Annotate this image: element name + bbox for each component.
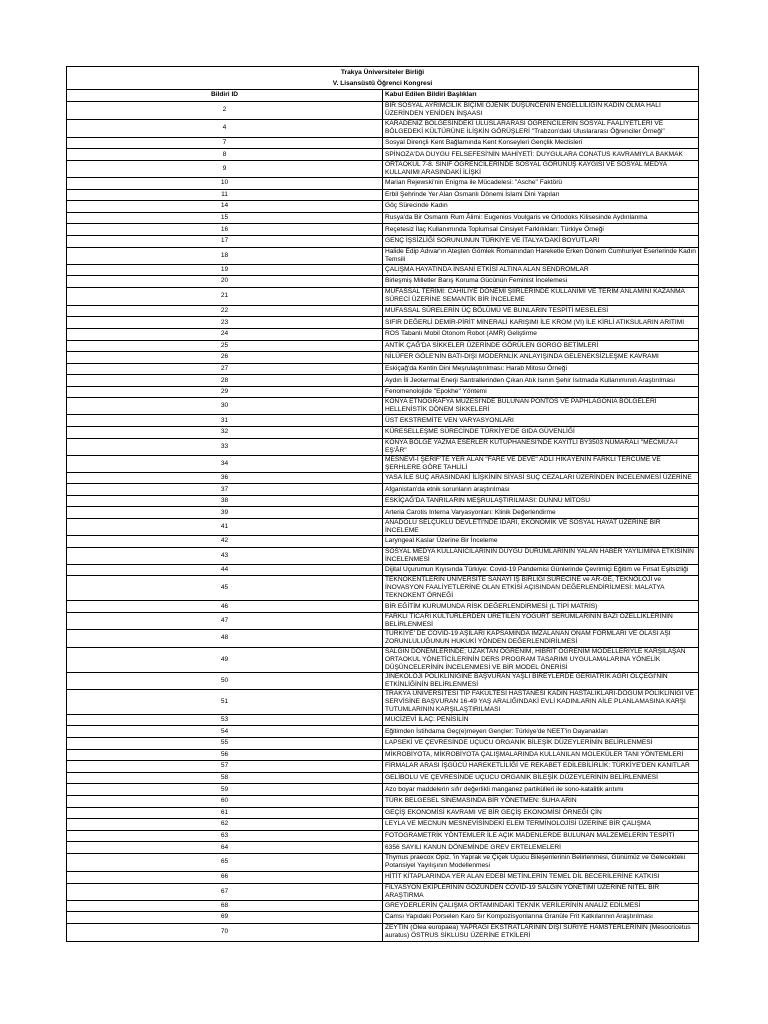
paper-title-cell: Reçetesiz İlaç Kullanımında Toplumsal Cinsiyet Farklılıkları: Türkiye Örneği xyxy=(383,224,699,236)
table-row xyxy=(67,912,699,924)
table-row xyxy=(67,871,699,883)
paper-id-cell: 33 xyxy=(67,438,383,455)
paper-title-cell: FİLYASYON EKİPLERİNİN GÖZÜNDEN COVİD-19 SALGIN YÖNETİMİ ÜZERİNE NİTEL BİR ARAŞTIRMA xyxy=(383,883,699,900)
paper-id-cell: 18 xyxy=(67,247,383,264)
table-row xyxy=(67,160,699,177)
table-row xyxy=(67,795,699,807)
table-row xyxy=(67,177,699,189)
accepted-papers-table xyxy=(66,66,699,942)
table-row xyxy=(67,415,699,427)
paper-id-cell: 41 xyxy=(67,519,383,536)
paper-title-cell: ÜST EKSTREMİTE VEN VARYASYONLARI xyxy=(383,415,699,427)
table-row xyxy=(67,287,699,305)
paper-id-cell: 27 xyxy=(67,363,383,375)
table-row xyxy=(67,601,699,613)
table-row xyxy=(67,629,699,647)
paper-title-cell: TEKNOKENTLERİN ÜNİVERSİTE SANAYİ İŞ BİRLİĞİ SÜRECİNE ve AR-GE, TEKNOLOJİ ve İNOVASYON FAALİYETLERİNE OLAN ETKİSİ AÇISINDAN DEĞERLENDİRİLMESİ: MALATYA TEKNOKENT ÖRNEĞİ xyxy=(383,576,699,601)
paper-id-cell: 57 xyxy=(67,761,383,773)
table-row xyxy=(67,576,699,601)
paper-id-cell: 9 xyxy=(67,160,383,177)
table-row xyxy=(67,714,699,726)
paper-title-cell: MESNEVÎ-İ ŞERÎF'TE YER ALAN "FARE VE DEVE" ADLI HİKÂYENİN FARKLI TERCÜME VE ŞERHLERE GÖRE TAHLİLİ xyxy=(383,455,699,472)
paper-id-cell: 63 xyxy=(67,830,383,842)
table-row xyxy=(67,772,699,784)
paper-id-cell: 56 xyxy=(67,749,383,761)
paper-id-cell: 44 xyxy=(67,564,383,576)
paper-title-cell: Thymus praecox Opiz. 'in Yaprak ve Çiçek Uçucu Bileşenlerinin Belirlenmesi, Günümüz ve Gelecekteki Potansiyel Yayılışının Modellenmesi xyxy=(383,853,699,871)
table-row xyxy=(67,612,699,629)
table-row xyxy=(67,519,699,536)
table-row xyxy=(67,398,699,415)
paper-id-cell: 7 xyxy=(67,137,383,149)
table-row xyxy=(67,317,699,329)
table-row xyxy=(67,149,699,161)
paper-title-cell: SIFIR DEĞERLİ DEMİR-PİRİT MİNERALİ KARIŞIMI İLE KROM (VI) İLE KİRLİ ATIKSULARIN ARITIMI xyxy=(383,317,699,329)
paper-id-cell: 46 xyxy=(67,601,383,613)
paper-id-cell: 47 xyxy=(67,612,383,629)
paper-title-cell: GREYDERLERİN ÇALIŞMA ORTAMINDAKİ TEKNİK VERİLERİNİN ANALİZ EDİLMESİ xyxy=(383,900,699,912)
table-row xyxy=(67,923,699,941)
paper-title-cell: ÇALIŞMA HAYATINDA İNSANİ ETKİSİ ALTINA ALAN SENDROMLAR xyxy=(383,264,699,276)
paper-id-cell: 2 xyxy=(67,101,383,119)
paper-title-cell: FOTOGRAMETRİK YÖNTEMLER İLE AÇIK MADENLERDE BULUNAN MALZEMELERİN TESPİTİ xyxy=(383,830,699,842)
table-row xyxy=(67,507,699,519)
table-row xyxy=(67,647,699,672)
paper-title-cell: Göç Sürecinde Kadın xyxy=(383,201,699,213)
table-row xyxy=(67,830,699,842)
table-row xyxy=(67,119,699,137)
table-row xyxy=(67,427,699,439)
header-congress-cell xyxy=(67,78,699,90)
paper-title-cell: Laryngeal Kaslar Üzerine Bir İnceleme xyxy=(383,536,699,548)
table-row xyxy=(67,247,699,264)
paper-title-cell: GEÇİŞ EKONOMİSİ KAVRAMI VE BİR GEÇİŞ EKONOMİSİ ÖRNEĞİ ÇİN xyxy=(383,807,699,819)
table-row xyxy=(67,224,699,236)
paper-title-cell: MİKROBİYOTA, MİKROBİYOTA ÇALIŞMALARINDA KULLANILAN MOLEKÜLER TANI YÖNTEMLERİ xyxy=(383,749,699,761)
paper-title-cell: LEYLA VE MECNUN MESNEVİSİNDEKİ ELEM TERMİNOLOJİSİ ÜZERİNE BİR ÇALIŞMA xyxy=(383,819,699,831)
paper-title-cell: SPİNOZA'DA DUYGU FELSEFESİ'NİN MAHİYETİ: DUYGULARA CONATUS KAVRAMIYLA BAKMAK xyxy=(383,149,699,161)
paper-title-cell: KARADENİZ BÖLGESİNDEKİ ULUSLARARASI ÖĞRENCİLERİN SOSYAL FAALİYETLERİ VE BÖLGEDEKİ KÜLTÜRÜNE İLİŞKİN GÖRÜŞLERİ "Trabzon'daki Uluslararası Öğrenciler Örneği" xyxy=(383,119,699,137)
paper-id-cell: 11 xyxy=(67,189,383,201)
paper-title-cell: Halide Edip Adıvar'ın Ateşten Gömlek Romanından Hareketle Erken Dönem Cumhuriyet Eserlerinde Kadın Temsili xyxy=(383,247,699,264)
paper-title-cell: LAPSEKİ VE ÇEVRESİNDE UÇUCU ORGANİK BİLEŞİK DÜZEYLERİNİN BELİRLENMESİ xyxy=(383,738,699,750)
paper-id-cell: 37 xyxy=(67,484,383,496)
paper-id-cell: 32 xyxy=(67,427,383,439)
paper-id-cell: 49 xyxy=(67,647,383,672)
table-row xyxy=(67,842,699,854)
paper-id-cell: 67 xyxy=(67,883,383,900)
table-row xyxy=(67,807,699,819)
paper-id-cell: 30 xyxy=(67,398,383,415)
paper-id-cell: 26 xyxy=(67,352,383,364)
paper-title-cell: FİRMALAR ARASI İŞGÜCÜ HAREKETLİLİĞİ VE REKABET EDİLEBİLİRLİK: TÜRKİYE'DEN KANITLAR xyxy=(383,761,699,773)
paper-title-cell: KÜRESELLEŞME SÜRECİNDE TÜRKİYE'DE GIDA GÜVENLİĞİ xyxy=(383,427,699,439)
paper-id-cell: 21 xyxy=(67,287,383,305)
table-row xyxy=(67,101,699,119)
paper-id-cell: 14 xyxy=(67,201,383,213)
table-row xyxy=(67,749,699,761)
paper-title-cell: Fenomenolojide "Epokhe" Yöntemi xyxy=(383,386,699,398)
paper-id-cell: 61 xyxy=(67,807,383,819)
table-row xyxy=(67,212,699,224)
paper-id-cell: 4 xyxy=(67,119,383,137)
paper-title-cell: KONYA ETNOGRAFYA MÜZESİ'NDE BULUNAN PONTOS VE PAPHLAGONIA BÖLGELERİ HELLENİSTİK DÖNEM SİKKELERİ xyxy=(383,398,699,415)
paper-title-cell: Eskiçağ'da Kentin Dini Meşrulaştırılması: Harab Mitosu Örneği xyxy=(383,363,699,375)
table-row xyxy=(67,352,699,364)
paper-id-cell: 10 xyxy=(67,177,383,189)
paper-id-cell: 51 xyxy=(67,689,383,714)
table-row xyxy=(67,726,699,738)
column-header-title: Kabul Edilen Bildiri Başlıkları xyxy=(383,90,699,102)
table-row xyxy=(67,328,699,340)
paper-id-cell: 53 xyxy=(67,714,383,726)
paper-title-cell: ROS Tabanlı Mobil Otonom Robot (AMR) Geliştirme xyxy=(383,328,699,340)
paper-title-cell: Rusya'da Bir Osmanlı Rum Âlimi: Eugenios Voulgaris ve Ortodoks Kilisesinde Aydınlanma xyxy=(383,212,699,224)
paper-title-cell: ANTİK ÇAĞ'DA SİKKELER ÜZERİNDE GÖRÜLEN GORGO BETİMLERİ xyxy=(383,340,699,352)
paper-id-cell: 62 xyxy=(67,819,383,831)
paper-title-cell: KONYA BÖLGE YAZMA ESERLER KÜTÜPHANESİ'NDE KAYITLI BY3503 NUMARALI "MECMÛ'A-İ EŞ'ÂR" xyxy=(383,438,699,455)
paper-title-cell: NİLÜFER GÖLE'NİN BATI-DIŞI MODERNLİK ANLAYIŞINDA GELENEKSİZLEŞME KAVRAMI xyxy=(383,352,699,364)
table-row xyxy=(67,484,699,496)
paper-id-cell: 43 xyxy=(67,547,383,564)
paper-title-cell: ORTAOKUL 7-8. SINIF ÖĞRENCİLERİNDE SOSYAL GÖRÜNÜŞ KAYGISI VE SOSYAL MEDYA KULLANIMI ARASINDAKİ İLİŞKİ xyxy=(383,160,699,177)
paper-title-cell: ESKİÇAĞ'DA TANRILARIN MEŞRULAŞTIRILMASI: DUNNU MİTOSU xyxy=(383,495,699,507)
column-header-id: Bildiri ID xyxy=(67,90,383,102)
paper-id-cell: 42 xyxy=(67,536,383,548)
header-congress: V. Lisansüstü Öğrenci Kongresi xyxy=(332,79,433,87)
paper-title-cell: BİR SOSYAL AYRIMCILIK BİÇİMİ OJENİK DÜŞÜNCENİN ENGELLİLİĞİN KADIN OLMA HALİ ÜZERİNDEN YENİDEN İNŞAASI xyxy=(383,101,699,119)
table-row xyxy=(67,738,699,750)
paper-title-cell: MUFASSAL SÛRELERİN ÜÇ BÖLÜMÜ VE BUNLARIN TESPİTİ MESELESİ xyxy=(383,305,699,317)
paper-id-cell: 66 xyxy=(67,871,383,883)
paper-id-cell: 16 xyxy=(67,224,383,236)
table-row xyxy=(67,495,699,507)
paper-title-cell: BİR EĞİTİM KURUMUNDA RİSK DEĞERLENDİRMESİ (L TİPİ MATRİS) xyxy=(383,601,699,613)
paper-title-cell: SALGIN DÖNEMLERİNDE; UZAKTAN ÖĞRENİM, HİBRİT ÖĞRENİM MODELLERİYLE KARŞILAŞAN ORTAOKUL YÖNETİCİLERİNİN DERS PROGRAM TASARIMI UYGULAMALARINA YÖNELİK DÜŞÜNCELERİNİN İNCELENMESİ VE BİR MODEL ÖNERİSİ xyxy=(383,647,699,672)
table-row xyxy=(67,276,699,288)
paper-id-cell: 36 xyxy=(67,472,383,484)
paper-id-cell: 38 xyxy=(67,495,383,507)
header-university: Trakya Üniversiteler Birliği xyxy=(340,68,425,76)
paper-id-cell: 28 xyxy=(67,375,383,387)
table-row xyxy=(67,264,699,276)
table-row xyxy=(67,672,699,689)
table-row xyxy=(67,900,699,912)
table-row xyxy=(67,455,699,472)
paper-id-cell: 55 xyxy=(67,738,383,750)
paper-title-cell: SOSYAL MEDYA KULLANICILARININ DUYGU DURUMLARININ YALAN HABER YAYILIMINA ETKİSİNİN İNCELENMESİ xyxy=(383,547,699,564)
paper-title-cell: MUFASSAL TERİMİ: CAHİLİYE DÖNEMİ ŞİİRLERİNDE KULLANIMI VE TERİM ANLAMINI KAZANMA SÜRECİ ÜZERİNE SEMANTİK BİR İNCELEME xyxy=(383,287,699,305)
paper-title-cell: ZEYTİN (Olea europaea) YAPRAĞI EKSTRATLARININ DİŞİ SURİYE HAMSTERLERİNİN (Mesocricetus auratus) ÖSTRUS SİKLUSU ÜZERİNE ETKİLERİ xyxy=(383,923,699,941)
table-row xyxy=(67,189,699,201)
paper-id-cell: 50 xyxy=(67,672,383,689)
paper-id-cell: 58 xyxy=(67,772,383,784)
paper-title-cell: Azo boyar maddelerin sıfır değerlikli manganez partikülleri ile sono-katalitik arıtımı xyxy=(383,784,699,796)
paper-id-cell: 68 xyxy=(67,900,383,912)
table-row xyxy=(67,386,699,398)
paper-id-cell: 31 xyxy=(67,415,383,427)
table-row xyxy=(67,536,699,548)
table-row xyxy=(67,363,699,375)
paper-title-cell: GENÇ İŞSİZLİĞİ SORUNUNUN TÜRKİYE VE İTALYA'DAKİ BOYUTLARI xyxy=(383,235,699,247)
table-row xyxy=(67,761,699,773)
paper-title-cell: ANADOLU SELÇUKLU DEVLETİ'NDE İDÂRÎ, EKONOMİK VE SOSYAL HAYAT ÜZERİNE BİR İNCELEME xyxy=(383,519,699,536)
header-university-cell xyxy=(67,67,699,79)
paper-id-cell: 64 xyxy=(67,842,383,854)
table-row xyxy=(67,883,699,900)
paper-id-cell: 8 xyxy=(67,149,383,161)
table-row xyxy=(67,853,699,871)
paper-title-cell: JİNEKOLOJİ POLİKLİNİĞİNE BAŞVURAN YAŞLI BİREYLERDE GERİATRİK AĞRI ÖLÇEĞİ'NİN ETKİNLİĞİNİN BELİRLENMESİ xyxy=(383,672,699,689)
paper-id-cell: 54 xyxy=(67,726,383,738)
table-row xyxy=(67,438,699,455)
paper-title-cell: FARKLI TİCARİ KÜLTÜRLERDEN ÜRETİLEN YOĞURT SERUMLARININ BAZI ÖZELLİKLERİNİN BELİRLENMESİ xyxy=(383,612,699,629)
paper-title-cell: Afganistan'da etnik sorunların araştırılması xyxy=(383,484,699,496)
paper-id-cell: 59 xyxy=(67,784,383,796)
paper-id-cell: 23 xyxy=(67,317,383,329)
paper-id-cell: 34 xyxy=(67,455,383,472)
table-row xyxy=(67,547,699,564)
paper-title-cell: TRAKYA ÜNİVERSİTESİ TIP FAKÜLTESİ HASTANESİ KADIN HASTALIKLARI-DOĞUM POLİKLİNİĞİ VE SERVİSİNE BAŞVURAN 16-49 YAŞ ARALIĞINDAKİ EVLİ KADINLARIN AİLE PLANLAMASINA KARŞI TUTUMLARININ KARŞILAŞTIRILMASI xyxy=(383,689,699,714)
paper-id-cell: 22 xyxy=(67,305,383,317)
paper-title-cell: Marian Rejewski'nin Enigma ile Mücadelesi: "Asche" Faktörü xyxy=(383,177,699,189)
paper-title-cell: Dijital Uçurumun Kıyısında Türkiye: Covid-19 Pandemisi Günlerinde Çevrimiçi Eğitim ve Fırsat Eşitsizliği xyxy=(383,564,699,576)
paper-title-cell: Birleşmiş Milletler Barış Koruma Gücünün Feminist İncelemesi xyxy=(383,276,699,288)
paper-title-cell: Camsı Yapıdaki Porselen Karo Sır Kompozisyonlarına Granüle Frit Katkılarının Araştırılması xyxy=(383,912,699,924)
paper-title-cell: Erbil Şehrinde Yer Alan Osmanlı Dönemi İslami Dini Yapıları xyxy=(383,189,699,201)
table-row xyxy=(67,472,699,484)
paper-id-cell: 69 xyxy=(67,912,383,924)
paper-title-cell: TÜRK BELGESEL SİNEMASINDA BİR YÖNETMEN: SUHA ARIN xyxy=(383,795,699,807)
paper-title-cell: Eğitimden İstihdama Geç(e)meyen Gençler: Türkiye'de NEET'in Dayanakları xyxy=(383,726,699,738)
paper-title-cell: MUCİZEVİ İLAÇ: PENİSİLİN xyxy=(383,714,699,726)
table-row xyxy=(67,235,699,247)
paper-id-cell: 17 xyxy=(67,235,383,247)
paper-id-cell: 20 xyxy=(67,276,383,288)
paper-id-cell: 19 xyxy=(67,264,383,276)
paper-title-cell: Aydın İli Jeotermal Enerji Santrallerinden Çıkan Atık Isının Şehir Isıtmada Kullanımının Araştırılması xyxy=(383,375,699,387)
paper-id-cell: 48 xyxy=(67,629,383,647)
paper-id-cell: 65 xyxy=(67,853,383,871)
header-row-congress xyxy=(67,78,699,90)
table-row xyxy=(67,201,699,213)
table-row xyxy=(67,340,699,352)
header-row-university xyxy=(67,67,699,79)
paper-title-cell: YASA İLE SUÇ ARASINDAKİ İLİŞKİNİN SİYASİ SUÇ CEZALARI ÜZERİNDEN İNCELENMESİ ÜZERİNE xyxy=(383,472,699,484)
table-row xyxy=(67,305,699,317)
paper-title-cell: TÜRKİYE' DE COVID-19 AŞILARI KAPSAMINDA İMZALANAN ONAM FORMLARI VE OLASI AŞI ZORUNLULUĞUNUN HUKUKİ YÖNDEN DEĞERLENDİRİLMESİ xyxy=(383,629,699,647)
table-row xyxy=(67,784,699,796)
paper-id-cell: 39 xyxy=(67,507,383,519)
paper-id-cell: 60 xyxy=(67,795,383,807)
column-header-row xyxy=(67,90,699,102)
paper-id-cell: 29 xyxy=(67,386,383,398)
table-body xyxy=(67,67,699,942)
paper-title-cell: HİTİT KİTAPLARINDA YER ALAN EDEBİ METİNLERİN TEMEL DİL BECERİLERİNE KATKISI xyxy=(383,871,699,883)
paper-title-cell: 6356 SAYILI KANUN DÖNEMİNDE GREV ERTELEMELERİ xyxy=(383,842,699,854)
paper-id-cell: 70 xyxy=(67,923,383,941)
paper-id-cell: 25 xyxy=(67,340,383,352)
table-row xyxy=(67,564,699,576)
paper-title-cell: GELİBOLU VE ÇEVRESİNDE UÇUCU ORGANİK BİLEŞİK DÜZEYLERİNİN BELİRLENMESİ xyxy=(383,772,699,784)
paper-id-cell: 45 xyxy=(67,576,383,601)
table-row xyxy=(67,819,699,831)
paper-title-cell: Sosyal Dirençli Kent Bağlamında Kent Konseyleri Gençlik Meclisleri xyxy=(383,137,699,149)
paper-id-cell: 24 xyxy=(67,328,383,340)
paper-id-cell: 15 xyxy=(67,212,383,224)
table-row xyxy=(67,689,699,714)
table-row xyxy=(67,137,699,149)
table-row xyxy=(67,375,699,387)
paper-title-cell: Arteria Carotis Interna Varyasyonları: Klinik Değerlendirme xyxy=(383,507,699,519)
